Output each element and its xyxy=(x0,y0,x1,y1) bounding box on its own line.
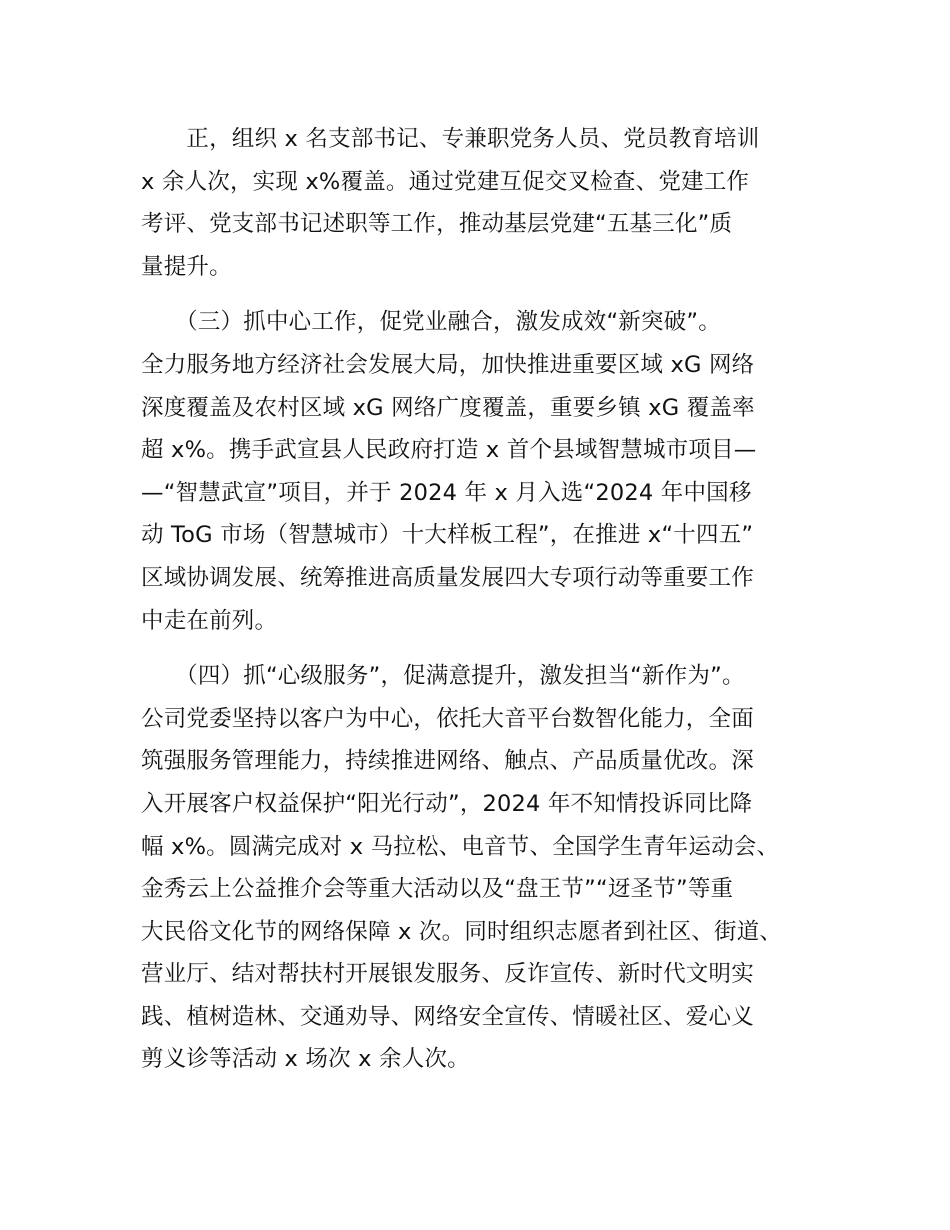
paragraph-line: 区域协调发展、统筹推进高质量发展四大专项行动等重要工作 xyxy=(141,564,754,591)
paragraph-line: 金秀云上公益推介会等重大活动以及“盘王节”“迓圣节”等重 xyxy=(141,876,734,903)
paragraph-section-three xyxy=(141,301,821,642)
paragraph-line: （三）抓中心工作，促党业融合，激发成效“新突破”。 xyxy=(141,309,721,336)
paragraph-line: 量提升。 xyxy=(141,253,232,280)
paragraph-line: 深度覆盖及农村区域 xG 网络广度覆盖，重要乡镇 xG 覆盖率 xyxy=(141,394,755,421)
paragraph-line: 中走在前列。 xyxy=(141,607,278,634)
paragraph-line: 践、植树造林、交通劝导、网络安全宣传、情暖社区、爱心义 xyxy=(141,1003,754,1030)
paragraph-party-building-coverage xyxy=(141,118,821,288)
paragraph-line: —“智慧武宣”项目，并于 2024 年 x 月入选“2024 年中国移 xyxy=(141,479,752,506)
paragraph-line: 动 ToG 市场（智慧城市）十大样板工程”，在推进 x“十四五” xyxy=(141,522,754,549)
paragraph-gap xyxy=(141,642,821,655)
document-body xyxy=(141,118,821,1081)
paragraph-line: 超 x%。携手武宣县人民政府打造 x 首个县域智慧城市项目— xyxy=(141,437,757,464)
paragraph-gap xyxy=(141,288,821,301)
paragraph-line: 幅 x%。圆满完成对 x 马拉松、电音节、全国学生青年运动会、 xyxy=(141,833,780,860)
paragraph-line: 大民俗文化节的网络保障 x 次。同时组织志愿者到社区、街道、 xyxy=(141,918,783,945)
paragraph-line: 正，组织 x 名支部书记、专兼职党务人员、党员教育培训 xyxy=(141,126,760,152)
paragraph-line: 剪义诊等活动 x 场次 x 余人次。 xyxy=(141,1046,470,1073)
paragraph-line: 筑强服务管理能力，持续推进网络、触点、产品质量优改。深 xyxy=(141,748,754,775)
paragraph-line: 全力服务地方经济社会发展大局，加快推进重要区域 xG 网络 xyxy=(141,351,755,378)
paragraph-line: 考评、党支部书记述职等工作，推动基层党建“五基三化”质 xyxy=(141,211,733,238)
paragraph-line: x 余人次，实现 x%覆盖。通过党建互促交叉检查、党建工作 xyxy=(141,168,750,195)
paragraph-line: （四）抓“心级服务”，促满意提升，激发担当“新作为”。 xyxy=(141,663,745,690)
paragraph-section-four xyxy=(141,655,821,1081)
paragraph-line: 公司党委坚持以客户为中心，依托大音平台数智化能力，全面 xyxy=(141,705,754,732)
paragraph-line: 营业厅、结对帮扶村开展银发服务、反诈宣传、新时代文明实 xyxy=(141,961,754,988)
paragraph-line: 入开展客户权益保护“阳光行动”，2024 年不知情投诉同比降 xyxy=(141,790,753,817)
